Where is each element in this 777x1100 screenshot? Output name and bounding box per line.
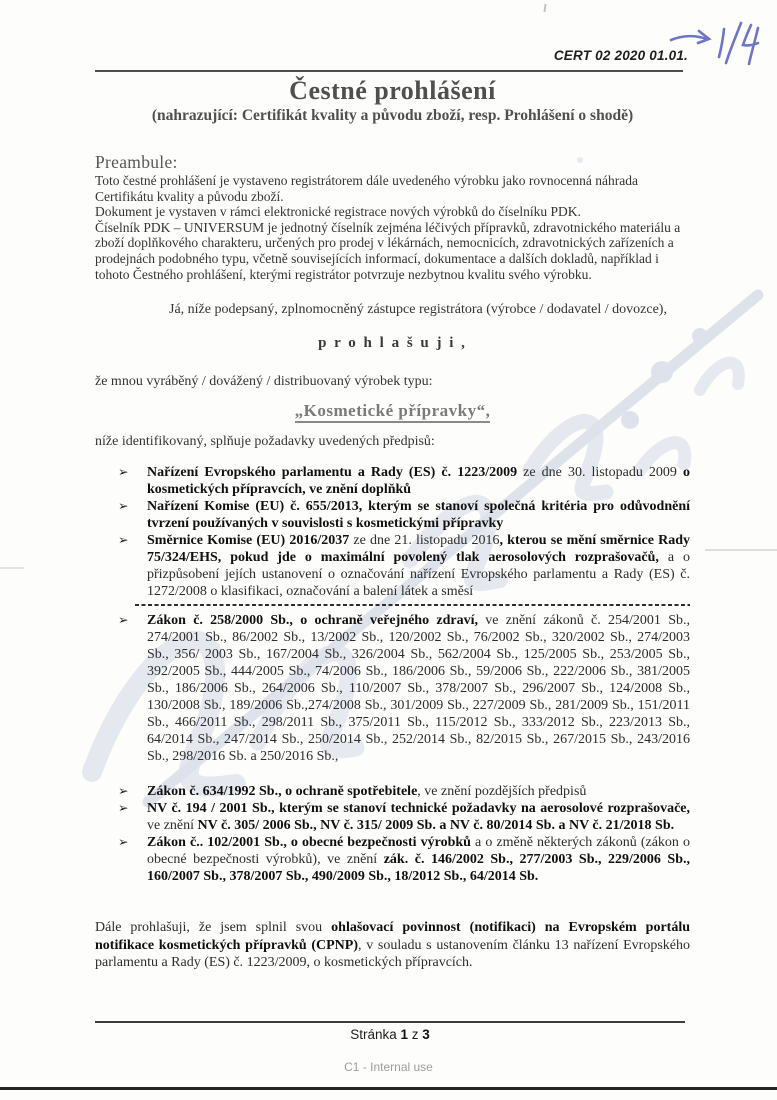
list-item bbox=[95, 834, 690, 885]
list-item bbox=[95, 464, 690, 498]
closing-paragraph: Dále prohlašuji, že jsem splnil svou ohlašovací povinnost (notifikaci) na Evropském portálu notifikace kosmetických přípravků (CPNP), v souladu s ustanovením článku 13 nařízení Evropského parlamentu a Rady (ES) č. 1223/2009, o kosmetických přípravcích. bbox=[95, 920, 690, 971]
regulation-text: Nařízení Evropského parlamentu a Rady (ES) č. 1223/2009 ze dne 30. listopadu 2009 o kosmetických přípravcích, ve znění doplňků bbox=[147, 465, 690, 498]
list-item bbox=[95, 498, 690, 532]
document-code: CERT 02 2020 01.01. bbox=[553, 48, 688, 63]
bullet-arrow-icon: ➢ bbox=[118, 533, 129, 548]
product-intro: že mnou vyráběný / dovážený / distribuovaný výrobek typu: bbox=[95, 374, 433, 390]
bullet-arrow-icon: ➢ bbox=[118, 835, 129, 850]
bullet-arrow-icon: ➢ bbox=[118, 499, 129, 514]
regulation-text: Zákon č.. 102/2001 Sb., o obecné bezpečnosti výrobků a o změně některých zákonů (zákon o obecné bezpečnosti výrobků), ve znění zák. č. 146/2002 Sb., 277/2003 Sb., 229/2006 Sb., 160/2007 Sb., 378/2007 Sb., 490/2009 Sb., 18/2012 Sb., 64/2014 Sb. bbox=[147, 835, 690, 885]
product-type-line bbox=[95, 401, 690, 421]
preamble-text bbox=[95, 173, 690, 282]
document-title: Čestné prohlášení bbox=[289, 76, 496, 105]
classification-label: C1 - Internal use bbox=[344, 1060, 433, 1074]
scan-bottom-edge bbox=[0, 1087, 777, 1090]
bullet-arrow-icon: ➢ bbox=[118, 613, 129, 628]
list-item bbox=[95, 612, 690, 765]
list-item bbox=[95, 532, 690, 600]
regulation-text: Zákon č. 634/1992 Sb., o ochraně spotřebitele, ve znění pozdějších předpisů bbox=[147, 784, 587, 800]
regulation-text: Zákon č. 258/2000 Sb., o ochraně veřejného zdraví, ve znění zákonů č. 254/2001 Sb., 274/2001 Sb., 86/2002 Sb., 13/2002 Sb., 120/2002 Sb., 76/2002 Sb., 320/2002 Sb., 274/2003 Sb., 356/ 2003 Sb., 167/2004 Sb., 326/2004 Sb., 562/2004 Sb., 125/2005 Sb., 253/2005 Sb., 392/2005 Sb., 444/2005 Sb., 74/2006 Sb., 186/2006 Sb., 59/2006 Sb., 222/2006 Sb., 381/2005 Sb., 186/2006 Sb., 264/2006 Sb., 110/2007 Sb., 378/2007 Sb., 296/2007 Sb., 124/2008 Sb., 130/2008 Sb., 189/2006 Sb.,274/2008 Sb., 301/2009 Sb., 227/2009 Sb., 281/2009 Sb., 151/2011 Sb., 466/2011 Sb., 298/2011 Sb., 375/2011 Sb., 115/2012 Sb., 333/2012 Sb., 223/2013 Sb., 64/2014 Sb., 247/2014 Sb., 250/2014 Sb., 252/2014 Sb., 82/2015 Sb., 267/2015 Sb., 243/2016 Sb., 298/2016 Sb. a 250/2016 Sb., bbox=[147, 613, 690, 765]
regulation-text: NV č. 194 / 2001 Sb., kterým se stanoví technické požadavky na aerosolové rozprašovače, ve znění NV č. 305/ 2006 Sb., NV č. 315/ 2009 Sb. a NV č. 80/2014 Sb. a NV č. 21/2018 Sb. bbox=[147, 801, 690, 834]
document-subtitle: (nahrazující: Certifikát kvality a původu zboží, resp. Prohlášení o shodě) bbox=[151, 107, 634, 124]
list-item bbox=[95, 783, 690, 800]
bullet-arrow-icon: ➢ bbox=[118, 465, 129, 480]
page-number-label: Stránka 1 z 3 bbox=[350, 1027, 430, 1042]
declarant-intro: Já, níže podepsaný, zplnomocněný zástupce registrátora (výrobce / dodavatel / dovozce), bbox=[169, 302, 667, 318]
footer-divider bbox=[95, 1021, 685, 1023]
list-item bbox=[95, 800, 690, 834]
preamble-paragraph: Toto čestné prohlášení je vystaveno registrátorem dále uvedeného výrobku jako rovnocenná náhrada Certifikátu kvality a původu zboží. bbox=[95, 173, 638, 204]
regulation-text: Směrnice Komise (EU) 2016/2037 ze dne 21. listopadu 2016, kterou se mění směrnice Rady 75/324/EHS, pokud jde o maximální povolený tlak aerosolových rozprašovačů, a o přizpůsobení jejích ustanovení o označování nařízení Evropského parlamentu a Rady (ES) č. 1272/2008 o klasifikaci, označování a balení látek a směsí bbox=[147, 533, 691, 600]
preamble-heading: Preambule: bbox=[95, 152, 178, 172]
preamble-paragraph: Dokument je vystaven v rámci elektronické registrace nových výrobků do číselníku PDK. bbox=[95, 204, 581, 220]
bullet-arrow-icon: ➢ bbox=[118, 784, 129, 799]
declaration-verb: p r o h l a š u j i , bbox=[318, 335, 467, 352]
regulation-text: Nařízení Komise (EU) č. 655/2013, kterým se stanoví společná kritéria pro odůvodnění tvrzení používaných v souvislosti s kosmetickými přípravky bbox=[147, 499, 690, 532]
product-type-value: „Kosmetické přípravky“, bbox=[295, 401, 491, 423]
handwritten-mark-icon bbox=[668, 16, 772, 72]
preamble-paragraph: Číselník PDK – UNIVERSUM je jednotný číselník zejména léčivých přípravků, zdravotnického materiálu a zboží doplňkového charakteru, určených pro prodej v lékárnách, nemocnicích, zdravotnických zařízeních a prodejnách podobného typu, včetně souvisejících informací, dokumentace a dalších dokladů, například i tohoto Čestného prohlášení, kterými registrátor potvrzuje nezbytnou kvalitu svého výrobku. bbox=[95, 219, 681, 282]
bullet-arrow-icon: ➢ bbox=[118, 801, 129, 816]
compliance-intro: níže identifikovaný, splňuje požadavky uvedených předpisů: bbox=[95, 434, 435, 450]
header-divider bbox=[95, 70, 683, 72]
dashed-separator bbox=[135, 604, 690, 606]
regulations-list bbox=[95, 464, 690, 885]
